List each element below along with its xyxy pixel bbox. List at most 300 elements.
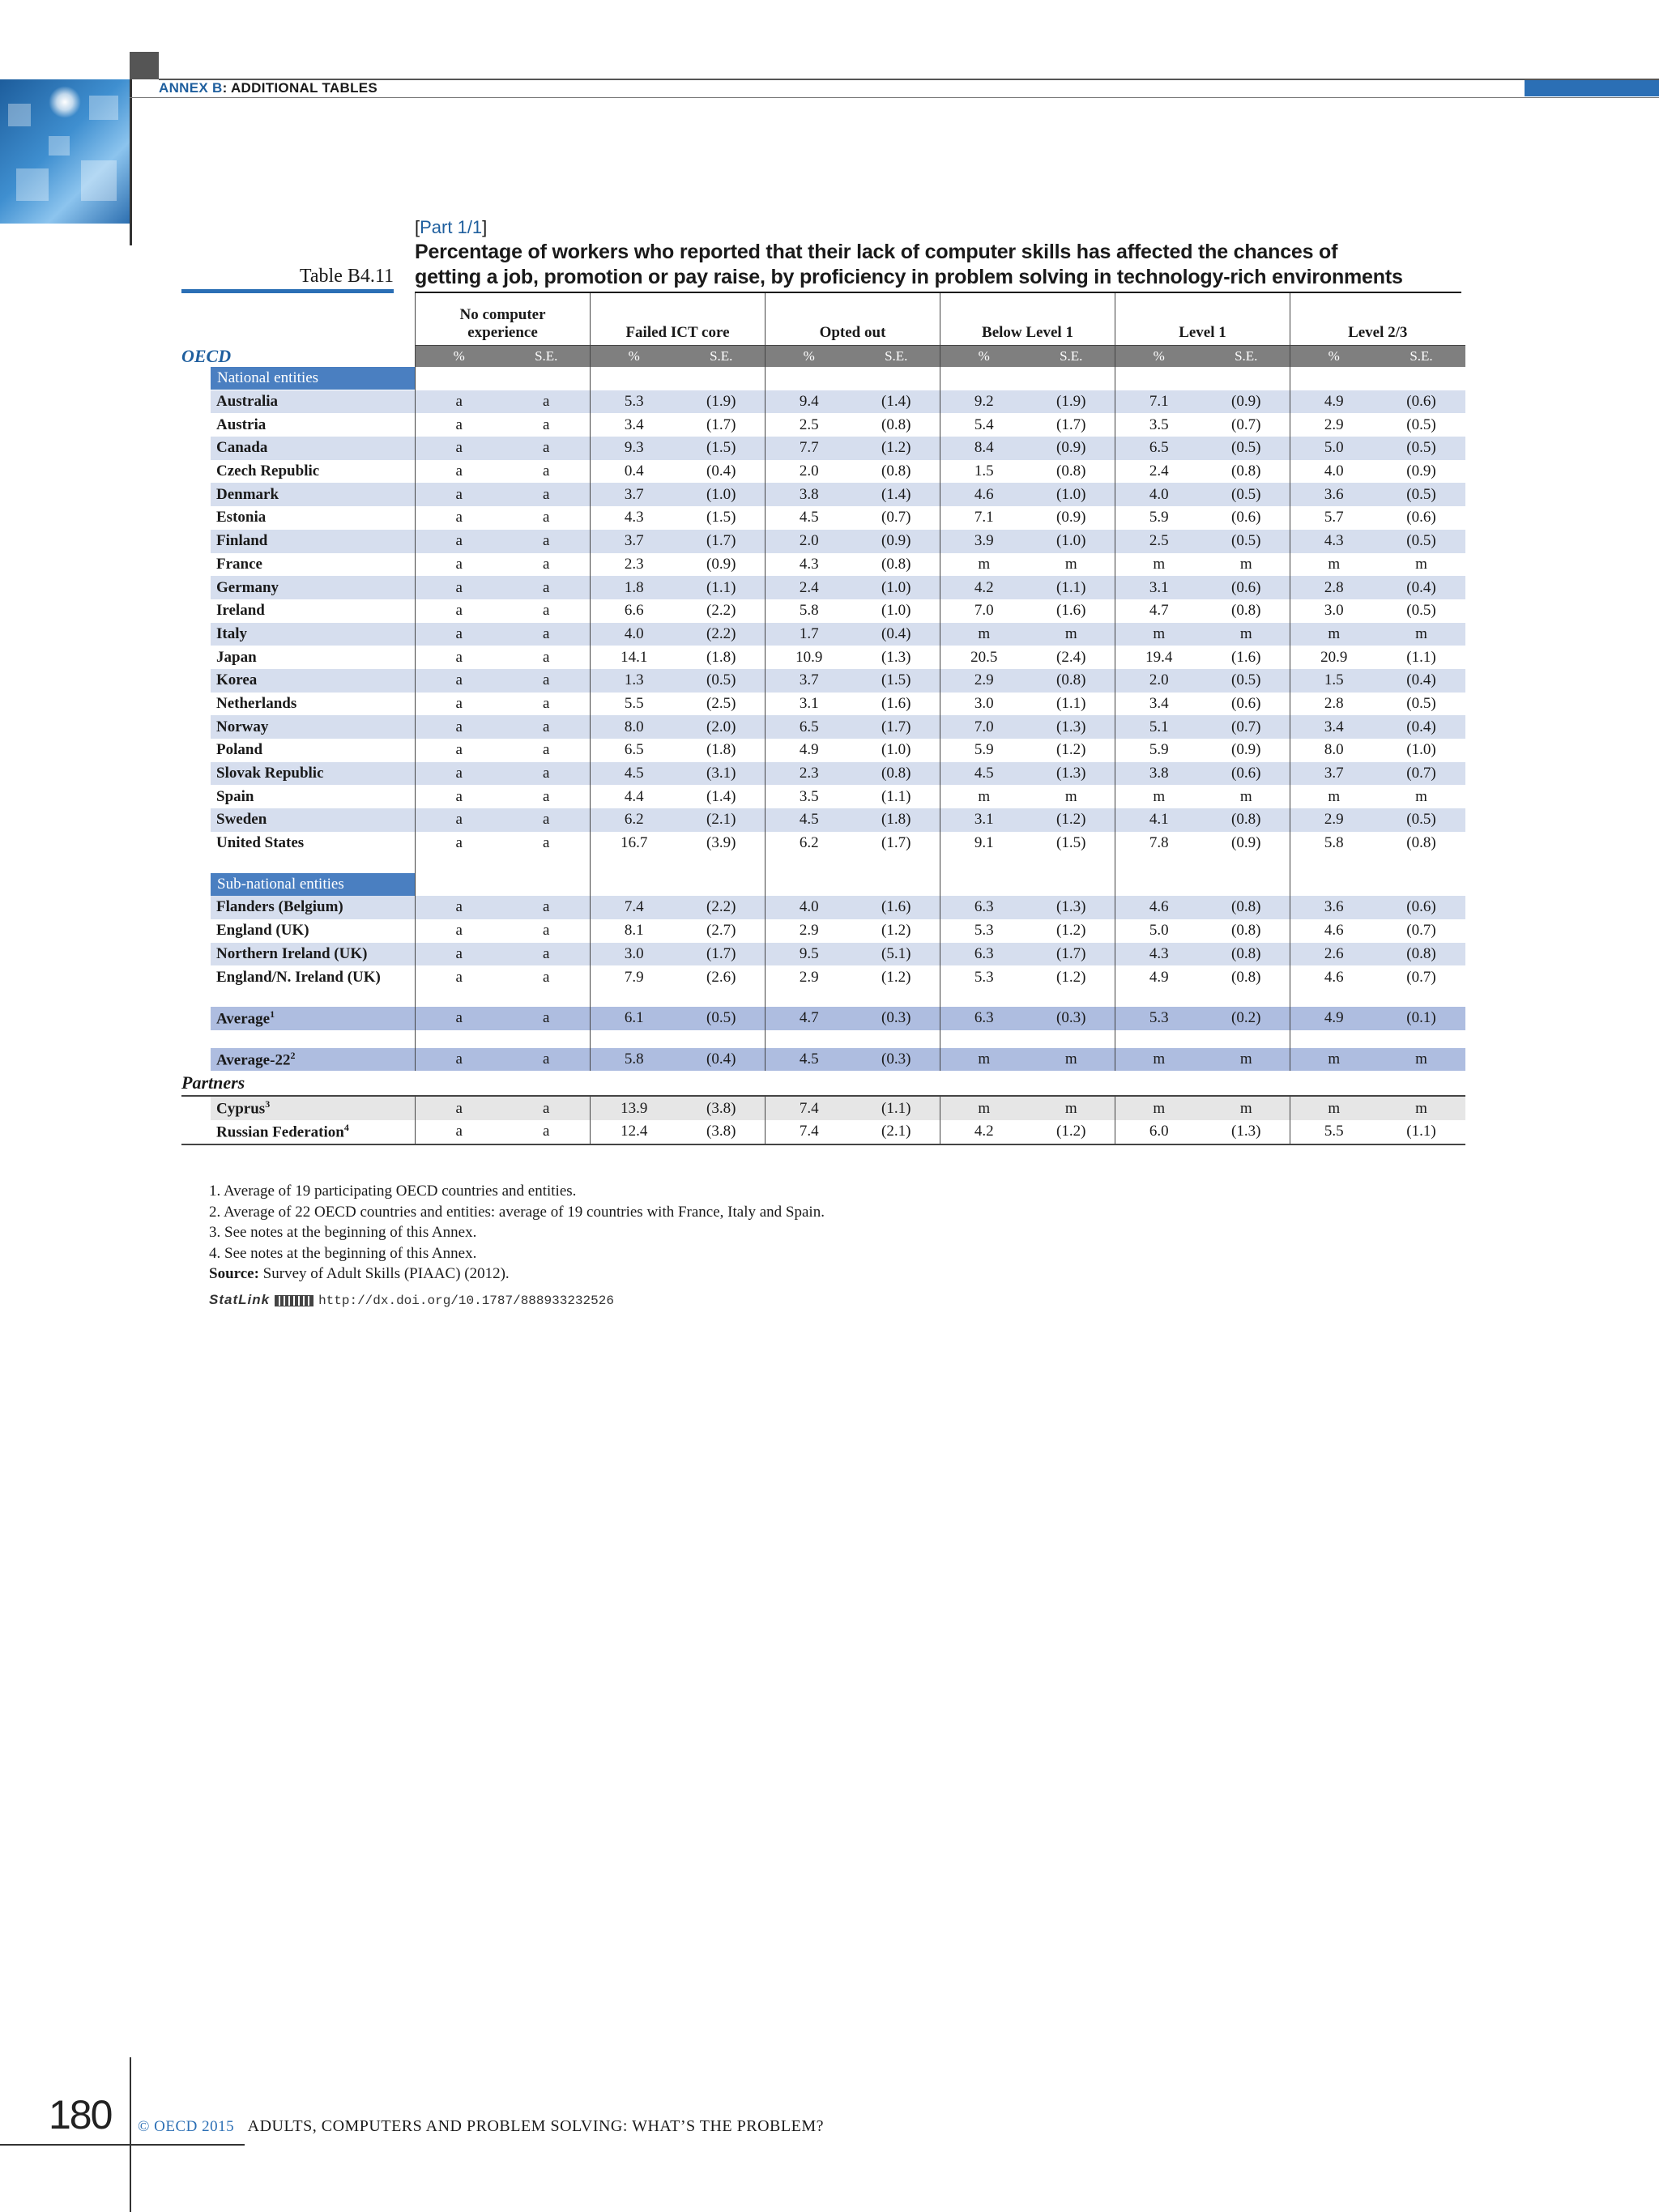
se-cell: (2.2) bbox=[678, 623, 766, 646]
se-cell: (1.7) bbox=[881, 834, 911, 852]
value-cell: m bbox=[940, 623, 1028, 646]
se-cell: (2.2) bbox=[706, 602, 736, 620]
value-cell: a bbox=[416, 762, 503, 786]
grid-square-decoration bbox=[89, 96, 118, 120]
value-cell: 3.8 bbox=[1115, 762, 1203, 786]
se-cell: (3.1) bbox=[678, 762, 766, 786]
copyright: © OECD 2015 bbox=[138, 2118, 235, 2135]
value-cell: 4.7 bbox=[766, 1007, 853, 1030]
spacer-cell bbox=[766, 1030, 853, 1048]
row-label-text: Netherlands bbox=[216, 694, 297, 712]
header-vertical-rule bbox=[130, 79, 132, 245]
value-cell: 5.8 bbox=[591, 1048, 678, 1072]
se-cell: (0.6) bbox=[1406, 509, 1436, 526]
se-cell: m bbox=[1064, 555, 1077, 573]
spacer-cell bbox=[1378, 1030, 1465, 1048]
row-label bbox=[181, 762, 416, 786]
se-cell: (1.1) bbox=[1056, 694, 1086, 712]
se-cell: (1.5) bbox=[1056, 834, 1086, 852]
row-label-text: Sweden bbox=[216, 811, 267, 829]
subheader-percent: % bbox=[1115, 346, 1203, 368]
note-1: 1. Average of 19 participating OECD countries and entities. bbox=[209, 1183, 577, 1200]
footer-text bbox=[138, 2117, 824, 2136]
value-cell: 5.0 bbox=[1115, 919, 1203, 943]
value-cell: 3.6 bbox=[1290, 896, 1378, 919]
value-cell: 3.6 bbox=[1290, 483, 1378, 506]
row-label-text: Austria bbox=[216, 416, 267, 433]
value-cell: m bbox=[1290, 1048, 1378, 1072]
value-cell: m bbox=[1290, 785, 1378, 808]
value-cell: m bbox=[940, 1048, 1028, 1072]
spacer-row bbox=[181, 855, 1465, 872]
value-cell: 5.3 bbox=[940, 919, 1028, 943]
se-cell: (0.8) bbox=[1231, 462, 1261, 480]
spacer-cell bbox=[766, 855, 853, 872]
value-cell: 3.4 bbox=[1115, 693, 1203, 716]
se-cell: (0.5) bbox=[1406, 602, 1436, 620]
header-bottom-rule bbox=[130, 97, 1659, 98]
se-cell: a bbox=[543, 922, 550, 940]
row-label-text: Northern Ireland (UK) bbox=[216, 944, 368, 962]
column-subheader-row bbox=[181, 346, 1465, 368]
se-cell: (0.3) bbox=[853, 1007, 940, 1030]
se-cell: (1.2) bbox=[1056, 968, 1086, 986]
se-cell: (1.8) bbox=[853, 808, 940, 832]
row-label bbox=[181, 530, 416, 553]
value-cell: 2.4 bbox=[1115, 460, 1203, 484]
se-cell: (0.8) bbox=[1028, 669, 1115, 693]
table-number: Table B4.11 bbox=[299, 266, 394, 287]
value-cell: a bbox=[416, 1096, 503, 1120]
value-cell: m bbox=[1290, 623, 1378, 646]
se-cell: (1.1) bbox=[1378, 1120, 1465, 1144]
group-spacer-cell bbox=[678, 872, 766, 896]
se-cell: (0.8) bbox=[1406, 834, 1436, 852]
statlink-excel-icon bbox=[275, 1295, 313, 1306]
group-spacer-cell bbox=[416, 872, 503, 896]
se-cell: (1.4) bbox=[853, 390, 940, 414]
value-cell: a bbox=[416, 1048, 503, 1072]
value-cell: a bbox=[416, 576, 503, 599]
value-cell: 9.1 bbox=[940, 832, 1028, 855]
value-cell: m bbox=[1290, 553, 1378, 577]
value-cell: 6.0 bbox=[1115, 1120, 1203, 1144]
statlink-url[interactable]: http://dx.doi.org/10.1787/888933232526 bbox=[318, 1294, 614, 1308]
group-spacer-cell bbox=[1203, 367, 1290, 390]
value-cell: 6.3 bbox=[940, 896, 1028, 919]
spacer-cell bbox=[1028, 989, 1115, 1007]
se-cell: m bbox=[1203, 1096, 1290, 1120]
row-label bbox=[181, 576, 416, 599]
value-cell: 1.7 bbox=[766, 623, 853, 646]
se-cell: a bbox=[543, 509, 550, 526]
se-cell: a bbox=[543, 834, 550, 852]
row-label bbox=[181, 1048, 416, 1072]
value-cell: m bbox=[1115, 785, 1203, 808]
value-cell: 4.5 bbox=[766, 506, 853, 530]
value-cell: a bbox=[416, 669, 503, 693]
row-label-text: Slovak Republic bbox=[216, 765, 324, 782]
subheader-percent: % bbox=[766, 346, 853, 368]
value-cell: m bbox=[940, 553, 1028, 577]
value-cell: 4.1 bbox=[1115, 808, 1203, 832]
se-cell: (1.0) bbox=[881, 602, 911, 620]
table-row bbox=[181, 483, 1465, 506]
spacer-cell bbox=[1115, 855, 1203, 872]
value-cell: 14.1 bbox=[591, 646, 678, 669]
se-cell: (0.5) bbox=[1378, 483, 1465, 506]
se-cell: (0.7) bbox=[881, 509, 911, 526]
value-cell: m bbox=[1115, 1096, 1203, 1120]
value-cell: 3.7 bbox=[591, 483, 678, 506]
se-cell: m bbox=[1203, 1048, 1290, 1072]
se-cell: a bbox=[503, 1096, 591, 1120]
se-cell: (0.4) bbox=[1378, 715, 1465, 739]
value-cell: 3.4 bbox=[1290, 715, 1378, 739]
value-cell: a bbox=[416, 460, 503, 484]
group-label-line: experience bbox=[467, 324, 538, 341]
value-cell: 3.0 bbox=[591, 943, 678, 966]
data-table bbox=[181, 293, 1465, 1145]
value-cell: 5.9 bbox=[1115, 506, 1203, 530]
se-cell: (1.7) bbox=[1028, 943, 1115, 966]
group-spacer-cell bbox=[591, 367, 678, 390]
se-cell: a bbox=[543, 416, 550, 433]
se-cell: (1.4) bbox=[853, 483, 940, 506]
value-cell: 2.5 bbox=[1115, 530, 1203, 553]
se-cell: m bbox=[1378, 1096, 1465, 1120]
group-label: Sub-national entities bbox=[211, 873, 415, 896]
value-cell: 7.0 bbox=[940, 599, 1028, 623]
value-cell: a bbox=[416, 943, 503, 966]
value-cell: 4.9 bbox=[1115, 965, 1203, 989]
group-label: National entities bbox=[211, 367, 415, 390]
se-cell: a bbox=[503, 669, 591, 693]
column-group-header: Failed ICT core bbox=[591, 293, 766, 346]
note-2: 2. Average of 22 OECD countries and entities: average of 19 countries with France, Italy and Spain. bbox=[209, 1203, 825, 1221]
se-cell: a bbox=[543, 741, 550, 759]
value-cell: 3.5 bbox=[766, 785, 853, 808]
se-cell: (0.5) bbox=[1203, 437, 1290, 460]
value-cell: 3.7 bbox=[1290, 762, 1378, 786]
footnote-marker: 1 bbox=[270, 1008, 275, 1021]
se-cell: (0.5) bbox=[1378, 530, 1465, 553]
se-cell: (0.5) bbox=[1203, 669, 1290, 693]
row-label bbox=[181, 965, 416, 989]
subheader-percent: % bbox=[591, 346, 678, 368]
value-cell: 4.6 bbox=[1115, 896, 1203, 919]
row-label bbox=[181, 785, 416, 808]
row-label bbox=[181, 599, 416, 623]
se-cell: (0.6) bbox=[1203, 762, 1290, 786]
se-cell: (0.9) bbox=[1203, 390, 1290, 414]
table-row bbox=[181, 460, 1465, 484]
value-cell: 7.0 bbox=[940, 715, 1028, 739]
value-cell: 2.0 bbox=[766, 530, 853, 553]
statlink bbox=[209, 1292, 614, 1308]
se-cell: (0.9) bbox=[706, 555, 736, 573]
value-cell: 3.5 bbox=[1115, 413, 1203, 437]
se-cell: (0.8) bbox=[881, 555, 911, 573]
value-cell: 9.5 bbox=[766, 943, 853, 966]
table-row bbox=[181, 437, 1465, 460]
subheader-se: S.E. bbox=[1203, 346, 1290, 368]
spacer-cell bbox=[1115, 989, 1203, 1007]
spacer-cell bbox=[1203, 1030, 1290, 1048]
value-cell: 8.0 bbox=[1290, 739, 1378, 762]
spacer-cell bbox=[1378, 855, 1465, 872]
group-spacer-cell bbox=[853, 872, 940, 896]
value-cell: 7.4 bbox=[591, 896, 678, 919]
table-row bbox=[181, 623, 1465, 646]
bracket-close: ] bbox=[482, 217, 488, 237]
se-cell: (0.8) bbox=[1231, 968, 1261, 986]
page-number: 180 bbox=[49, 2092, 112, 2137]
se-cell: (1.0) bbox=[1028, 530, 1115, 553]
row-label-text: Poland bbox=[216, 741, 263, 759]
group-spacer-cell bbox=[1115, 367, 1203, 390]
value-cell: a bbox=[416, 437, 503, 460]
value-cell: 4.2 bbox=[940, 1120, 1028, 1144]
value-cell: 1.3 bbox=[591, 669, 678, 693]
group-header-row bbox=[181, 872, 1465, 896]
se-cell: (0.5) bbox=[1203, 483, 1290, 506]
value-cell: 4.9 bbox=[1290, 1007, 1378, 1030]
row-label-text: Canada bbox=[216, 439, 268, 457]
spacer-cell bbox=[1290, 989, 1378, 1007]
se-cell: (1.6) bbox=[853, 896, 940, 919]
spacer-cell bbox=[853, 1030, 940, 1048]
value-cell: 7.7 bbox=[766, 437, 853, 460]
value-cell: 2.9 bbox=[1290, 413, 1378, 437]
table-row bbox=[181, 943, 1465, 966]
se-cell: a bbox=[503, 1048, 591, 1072]
table-row bbox=[181, 808, 1465, 832]
grid-square-decoration bbox=[16, 168, 49, 201]
se-cell: (0.5) bbox=[1406, 694, 1436, 712]
se-cell: (1.1) bbox=[853, 1096, 940, 1120]
header-blank-cell bbox=[181, 293, 416, 346]
value-cell: m bbox=[940, 785, 1028, 808]
value-cell: 3.7 bbox=[591, 530, 678, 553]
row-label-text: Finland bbox=[216, 532, 268, 550]
group-spacer-cell bbox=[940, 367, 1028, 390]
footnote-marker: 3 bbox=[265, 1098, 271, 1110]
value-cell: 5.5 bbox=[591, 693, 678, 716]
group-spacer-cell bbox=[416, 367, 503, 390]
row-label bbox=[181, 413, 416, 437]
value-cell: 2.4 bbox=[766, 576, 853, 599]
se-cell: a bbox=[503, 576, 591, 599]
row-label-text: Italy bbox=[216, 624, 247, 642]
group-spacer-cell bbox=[1028, 872, 1115, 896]
spacer-cell bbox=[940, 989, 1028, 1007]
value-cell: 4.5 bbox=[940, 762, 1028, 786]
value-cell: 5.9 bbox=[1115, 739, 1203, 762]
value-cell: 19.4 bbox=[1115, 646, 1203, 669]
spacer-cell bbox=[181, 855, 416, 872]
spacer-cell bbox=[940, 1030, 1028, 1048]
se-cell: a bbox=[543, 555, 550, 573]
value-cell: a bbox=[416, 483, 503, 506]
se-cell: (0.6) bbox=[1378, 390, 1465, 414]
row-label bbox=[181, 715, 416, 739]
footnote-marker: 4 bbox=[343, 1122, 349, 1134]
group-label-cell bbox=[181, 872, 416, 896]
value-cell: a bbox=[416, 1007, 503, 1030]
value-cell: 0.4 bbox=[591, 460, 678, 484]
se-cell: (1.2) bbox=[881, 922, 911, 940]
table-row bbox=[181, 896, 1465, 919]
se-cell: (1.8) bbox=[706, 648, 736, 666]
value-cell: a bbox=[416, 715, 503, 739]
value-cell: 7.1 bbox=[940, 506, 1028, 530]
se-cell: m bbox=[1239, 555, 1252, 573]
value-cell: m bbox=[1115, 1048, 1203, 1072]
spacer-cell bbox=[678, 1030, 766, 1048]
value-cell: 5.3 bbox=[1115, 1007, 1203, 1030]
row-label-text: Czech Republic bbox=[216, 462, 320, 480]
se-cell: (1.6) bbox=[1056, 602, 1086, 620]
table-row bbox=[181, 553, 1465, 577]
se-cell: (1.3) bbox=[1028, 715, 1115, 739]
row-label bbox=[181, 693, 416, 716]
value-cell: 5.3 bbox=[591, 390, 678, 414]
se-cell: (0.7) bbox=[1378, 762, 1465, 786]
se-cell: (5.1) bbox=[853, 943, 940, 966]
se-cell: a bbox=[543, 787, 550, 805]
header-decorative-image bbox=[0, 79, 130, 224]
se-cell: (1.3) bbox=[1203, 1120, 1290, 1144]
value-cell: 5.0 bbox=[1290, 437, 1378, 460]
value-cell: 2.6 bbox=[1290, 943, 1378, 966]
statlink-label: StatLink bbox=[209, 1292, 271, 1307]
spacer-cell bbox=[1203, 989, 1290, 1007]
group-spacer-cell bbox=[1290, 367, 1378, 390]
part-label bbox=[415, 217, 487, 238]
row-label-text: France bbox=[216, 555, 262, 573]
value-cell: 7.4 bbox=[766, 1120, 853, 1144]
value-cell: 3.0 bbox=[940, 693, 1028, 716]
table-row bbox=[181, 576, 1465, 599]
se-cell: (0.8) bbox=[1378, 943, 1465, 966]
se-cell: (0.8) bbox=[853, 762, 940, 786]
value-cell: 4.4 bbox=[591, 785, 678, 808]
partners-label: Partners bbox=[181, 1072, 245, 1093]
row-label-text: Russian Federation bbox=[216, 1123, 344, 1141]
se-cell: (0.4) bbox=[1378, 669, 1465, 693]
spacer-cell bbox=[503, 1030, 591, 1048]
se-cell: (0.5) bbox=[678, 1007, 766, 1030]
row-label-text: Ireland bbox=[216, 602, 265, 620]
table-row bbox=[181, 762, 1465, 786]
se-cell: (1.4) bbox=[706, 787, 736, 805]
bracket-open: [ bbox=[415, 217, 420, 237]
group-spacer-cell bbox=[1290, 872, 1378, 896]
spacer-cell bbox=[181, 989, 416, 1007]
row-label bbox=[181, 739, 416, 762]
se-cell: (0.8) bbox=[1203, 943, 1290, 966]
se-cell: (0.5) bbox=[1203, 530, 1290, 553]
value-cell: 12.4 bbox=[591, 1120, 678, 1144]
se-cell: (1.7) bbox=[706, 416, 736, 433]
running-header bbox=[159, 79, 377, 97]
note-4: 4. See notes at the beginning of this Annex. bbox=[209, 1244, 477, 1262]
value-cell: 3.7 bbox=[766, 669, 853, 693]
table-row bbox=[181, 739, 1465, 762]
se-cell: a bbox=[503, 896, 591, 919]
value-cell: a bbox=[416, 896, 503, 919]
value-cell: a bbox=[416, 739, 503, 762]
value-cell: 4.0 bbox=[1115, 483, 1203, 506]
value-cell: 2.0 bbox=[766, 460, 853, 484]
value-cell: 6.5 bbox=[591, 739, 678, 762]
se-cell: (3.8) bbox=[678, 1096, 766, 1120]
value-cell: 6.5 bbox=[766, 715, 853, 739]
header-tab-block bbox=[130, 52, 159, 79]
source-line bbox=[209, 1264, 825, 1285]
value-cell: 3.0 bbox=[1290, 599, 1378, 623]
se-cell: (1.3) bbox=[1028, 762, 1115, 786]
se-cell: a bbox=[503, 623, 591, 646]
value-cell: 4.9 bbox=[1290, 390, 1378, 414]
se-cell: (0.9) bbox=[1406, 462, 1436, 480]
spacer-cell bbox=[503, 855, 591, 872]
value-cell: a bbox=[416, 623, 503, 646]
table-row bbox=[181, 599, 1465, 623]
table-title-line-1: Percentage of workers who reported that their lack of computer skills has affected the chances of bbox=[415, 241, 1338, 263]
row-label bbox=[181, 483, 416, 506]
row-label bbox=[181, 896, 416, 919]
row-label bbox=[181, 553, 416, 577]
value-cell: 2.0 bbox=[1115, 669, 1203, 693]
se-cell: (1.7) bbox=[1056, 416, 1086, 433]
se-cell: (1.2) bbox=[853, 437, 940, 460]
se-cell: (1.1) bbox=[678, 576, 766, 599]
subheader-percent: % bbox=[416, 346, 503, 368]
se-cell: (0.8) bbox=[1203, 896, 1290, 919]
se-cell: a bbox=[543, 968, 550, 986]
se-cell: (0.8) bbox=[881, 462, 911, 480]
se-cell: m bbox=[1239, 787, 1252, 805]
se-cell: (0.9) bbox=[1231, 834, 1261, 852]
se-cell: (2.6) bbox=[706, 968, 736, 986]
group-spacer-cell bbox=[1378, 872, 1465, 896]
se-cell: (1.7) bbox=[678, 530, 766, 553]
column-group-header: Level 1 bbox=[1115, 293, 1290, 346]
grid-square-decoration bbox=[8, 104, 31, 126]
se-cell: (2.1) bbox=[853, 1120, 940, 1144]
row-label bbox=[181, 808, 416, 832]
annex-label: ANNEX B bbox=[159, 80, 223, 96]
se-cell: (2.1) bbox=[678, 808, 766, 832]
table-title-line-2: getting a job, promotion or pay raise, by proficiency in problem solving in technology-rich environments bbox=[415, 266, 1403, 288]
spacer-cell bbox=[181, 1030, 416, 1048]
value-cell: 7.9 bbox=[591, 965, 678, 989]
se-cell: a bbox=[503, 715, 591, 739]
row-label bbox=[181, 1007, 416, 1030]
spacer-cell bbox=[766, 989, 853, 1007]
spacer-cell bbox=[416, 1030, 503, 1048]
se-cell: (0.5) bbox=[1378, 437, 1465, 460]
spacer-cell bbox=[1028, 855, 1115, 872]
se-cell: (1.9) bbox=[678, 390, 766, 414]
book-title: ADULTS, COMPUTERS AND PROBLEM SOLVING: WHAT’S THE PROBLEM? bbox=[247, 2117, 824, 2135]
spacer-cell bbox=[591, 989, 678, 1007]
table-row bbox=[181, 413, 1465, 437]
value-cell: 5.5 bbox=[1290, 1120, 1378, 1144]
se-cell: (1.0) bbox=[1028, 483, 1115, 506]
